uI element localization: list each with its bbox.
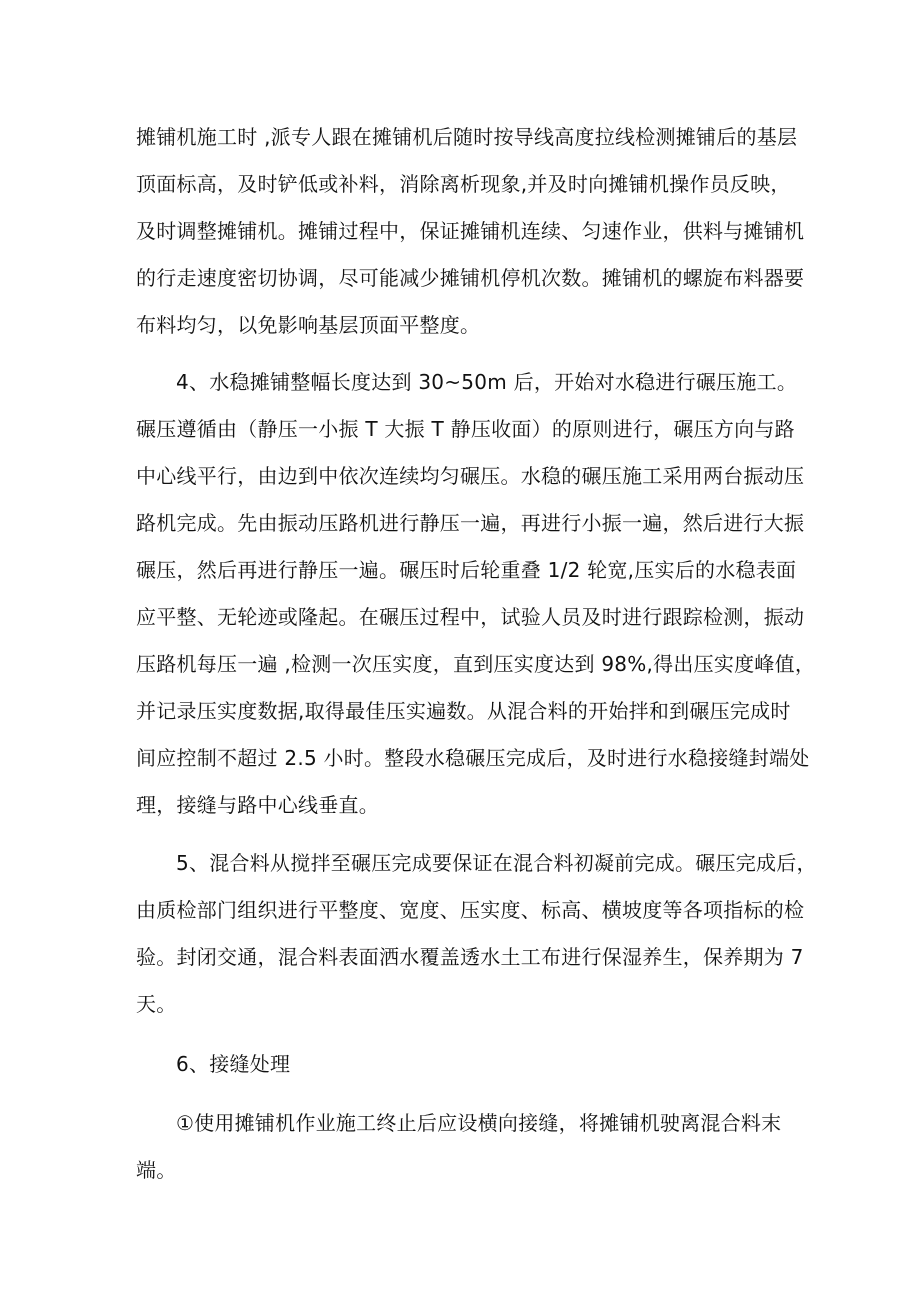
paragraph-1-line-1: 摊铺机施工时 ,派专人跟在摊铺机后随时按导线高度拉线检测摊铺后的基层 [136, 125, 798, 149]
paragraph-2-line-8: 并记录压实度数据,取得最佳压实遍数。从混合料的开始拌和到碾压完成时 [136, 699, 791, 723]
paragraph-2-line-5: 碾压，然后再进行静压一遍。碾压时后轮重叠 1/2 轮宽,压实后的水稳表面 [136, 558, 797, 582]
paragraph-2-line-7: 压路机每压一遍 ,检测一次压实度，直到压实度达到 98%,得出压实度峰值， [136, 652, 816, 676]
paragraph-3-line-3: 验。封闭交通，混合料表面洒水覆盖透水土工布进行保湿养生，保养期为 7 [136, 945, 804, 969]
paragraph-1-line-3: 及时调整摊铺机。摊铺过程中，保证摊铺机连续、匀速作业，供料与摊铺机 [136, 219, 805, 243]
paragraph-1-line-5: 布料均匀，以免影响基层顶面平整度。 [136, 313, 481, 337]
paragraph-4-line-1: ①使用摊铺机作业施工终止后应设横向接缝，将摊铺机驶离混合料末 [176, 1111, 782, 1135]
paragraph-2-line-6: 应平整、无轮迹或隆起。在碾压过程中，试验人员及时进行跟踪检测，振动 [136, 605, 805, 629]
paragraph-3-line-4: 天。 [136, 992, 177, 1016]
paragraph-4-line-2: 端。 [136, 1158, 177, 1182]
paragraph-3-line-2: 由质检部门组织进行平整度、宽度、压实度、标高、横坡度等各项指标的检 [136, 898, 805, 922]
paragraph-2-line-9: 间应控制不超过 2.5 小时。整段水稳碾压完成后，及时进行水稳接缝封端处 [136, 746, 810, 770]
paragraph-1-line-4: 的行走速度密切协调，尽可能减少摊铺机停机次数。摊铺机的螺旋布料器要 [136, 266, 805, 290]
paragraph-3-line-1: 5、混合料从搅拌至碾压完成要保证在混合料初凝前完成。碾压完成后， [176, 851, 817, 875]
paragraph-2-line-3: 中心线平行，由边到中依次连续均匀碾压。水稳的碾压施工采用两台振动压 [136, 464, 805, 488]
paragraph-1-line-2: 顶面标高，及时铲低或补料，消除离析现象,并及时向摊铺机操作员反映， [136, 172, 791, 196]
paragraph-2-line-10: 理，接缝与路中心线垂直。 [136, 793, 379, 817]
paragraph-2-line-1: 4、水稳摊铺整幅长度达到 30~50m 后，开始对水稳进行碾压施工。 [176, 370, 798, 394]
paragraph-2-line-4: 路机完成。先由振动压路机进行静压一遍，再进行小振一遍，然后进行大振 [136, 511, 805, 535]
section-heading-6: 6、接缝处理 [176, 1052, 291, 1076]
paragraph-2-line-2: 碾压遵循由（静压一小振 T 大振 T 静压收面）的原则进行，碾压方向与路 [136, 417, 795, 441]
